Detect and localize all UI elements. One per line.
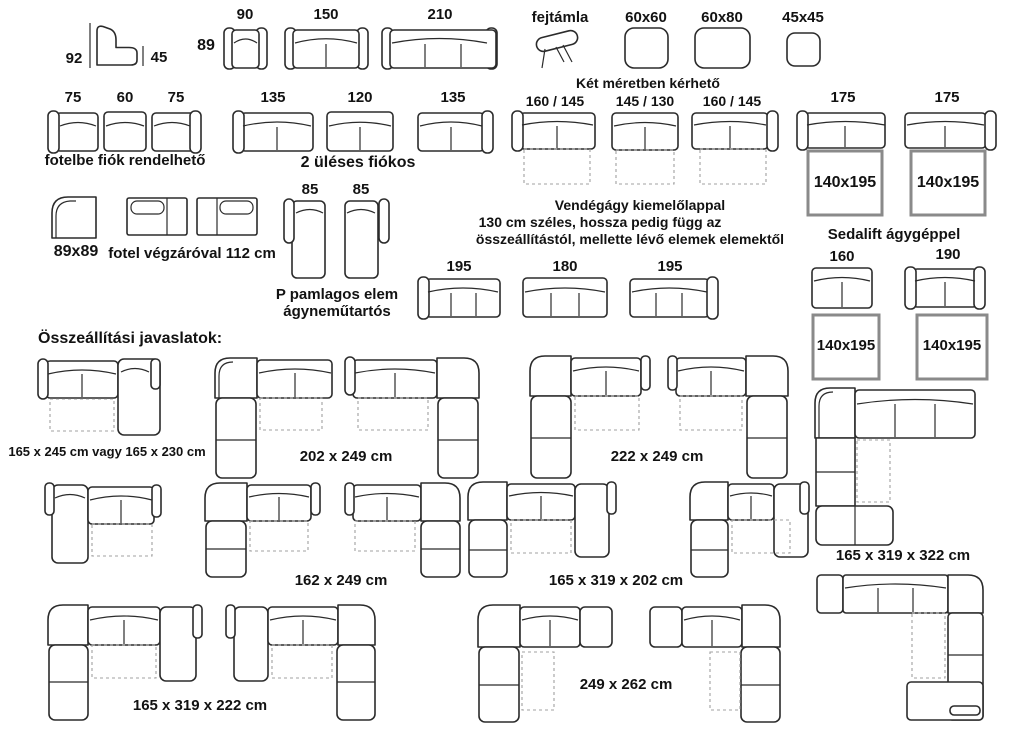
layout-a1-size: 165 x 245 cm vagy 165 x 230 cm	[8, 444, 206, 459]
chaise-caption-line2: ágyneműtartós	[283, 303, 391, 320]
armchair-75-right-drawing	[152, 111, 201, 153]
dim-two-seater-3: 135	[440, 89, 466, 106]
dim-sofa-bed-2: 145 / 130	[615, 93, 675, 109]
three-seater-195-left-drawing	[418, 277, 500, 319]
dim-three-seater-3: 195	[657, 258, 683, 275]
layout-c3-drawing	[478, 605, 612, 722]
corner-size-label: 89x89	[53, 243, 99, 260]
two-seater-120-drawing	[327, 112, 393, 151]
guest-bed-note-line2: 130 cm széles, hossza pedig függ az	[478, 214, 722, 230]
dim-armchair-2: 60	[116, 89, 134, 106]
chaise-85-right-drawing	[345, 199, 389, 278]
armchairs-caption: fotelbe fiók rendelhető	[44, 152, 206, 169]
mattress-size-label: 140x195	[922, 337, 982, 354]
armchair-60-drawing	[104, 112, 146, 151]
ottoman-60x80-label: 60x80	[701, 9, 743, 26]
profile-seat-height-label: 45	[150, 49, 168, 66]
layout-b5-drawing	[690, 482, 809, 577]
two-seater-135-right-drawing	[418, 111, 493, 153]
dim-chaise-2: 85	[352, 181, 370, 198]
dim-sofa-210: 210	[427, 6, 453, 23]
dim-sofa-bed-1: 160 / 145	[525, 93, 585, 109]
layout-b4-drawing	[468, 482, 616, 577]
layout-b1-drawing	[45, 483, 161, 563]
layout-b2-drawing	[205, 483, 320, 577]
dim-sofa-190: 190	[935, 246, 961, 263]
sedalift-caption: Sedalift ágygéppel	[827, 226, 961, 243]
three-seater-195-right-drawing	[630, 277, 718, 319]
end-closer-right-drawing	[197, 198, 257, 235]
dim-sedalift-1: 175	[830, 89, 856, 106]
sofa-bed-160-145-left-drawing	[512, 111, 595, 184]
mattress-size-label: 140x195	[813, 174, 877, 191]
dim-sofa-160: 160	[829, 248, 855, 265]
headrest-drawing	[535, 29, 579, 68]
dim-sofa-150: 150	[313, 6, 339, 23]
armchair-75-left-drawing	[48, 111, 98, 153]
sofa-depth-label: 89	[197, 37, 215, 54]
sedalift-175-right-drawing	[905, 111, 996, 215]
sofa-90-topview	[224, 28, 267, 69]
dim-two-seater-2: 120	[347, 89, 373, 106]
sofa-150-topview	[285, 28, 368, 69]
ottoman-60x60-label: 60x60	[625, 9, 667, 26]
dim-two-seater-1: 135	[260, 89, 286, 106]
mattress-size-label: 140x195	[916, 174, 980, 191]
dim-sedalift-2: 175	[934, 89, 960, 106]
two-sizes-note: Két méretben kérhető	[576, 75, 720, 91]
ottoman-60x80-drawing	[695, 28, 750, 68]
guest-bed-note-line3: összeállítástól, mellette lévő elemek elemektől	[475, 231, 785, 247]
chaise-85-left-drawing	[284, 199, 325, 278]
layout-a1-drawing	[38, 359, 160, 435]
suggestions-heading: Összeállítási javaslatok:	[38, 330, 223, 347]
sedalift-175-left-drawing	[797, 111, 885, 215]
sofa-bed-160-145-right-drawing	[692, 111, 778, 184]
dim-chaise-1: 85	[301, 181, 319, 198]
ottoman-45x45-label: 45x45	[782, 9, 824, 26]
layout-c2-size: 249 x 262 cm	[579, 676, 673, 693]
layout-r1-drawing	[815, 388, 975, 545]
dim-sofa-90: 90	[236, 6, 254, 23]
three-seater-180-drawing	[523, 278, 607, 317]
dim-armchair-1: 75	[64, 89, 82, 106]
corner-89x89-drawing	[52, 197, 96, 238]
dim-three-seater-1: 195	[446, 258, 472, 275]
ottoman-45x45-drawing	[787, 33, 820, 66]
layout-b3-drawing	[345, 483, 460, 577]
chaise-caption-line1: P pamlagos elem	[275, 286, 399, 303]
layout-a3-size: 222 x 249 cm	[610, 448, 704, 465]
layout-c1-size: 165 x 319 x 222 cm	[132, 697, 268, 714]
sofa-bed-145-130-drawing	[612, 113, 678, 184]
two-seater-135-left-drawing	[233, 111, 313, 153]
sofa-160-drawing	[812, 268, 879, 379]
guest-bed-note-line1: Vendégágy kiemelőlappal	[554, 197, 726, 213]
end-closer-left-drawing	[127, 198, 187, 235]
dim-sofa-bed-3: 160 / 145	[702, 93, 762, 109]
layout-b1-size: 162 x 249 cm	[294, 572, 388, 589]
layout-r2-drawing	[817, 575, 983, 720]
sofa-190-drawing	[905, 267, 987, 379]
dim-three-seater-2: 180	[552, 258, 578, 275]
layout-c4-drawing	[650, 605, 780, 722]
headrest-label: fejtámla	[531, 9, 589, 26]
layout-r1-size: 165 x 319 x 322 cm	[835, 547, 971, 564]
dim-armchair-3: 75	[167, 89, 185, 106]
ottoman-60x60-drawing	[625, 28, 668, 68]
layout-a2-size: 202 x 249 cm	[299, 448, 393, 465]
two-seaters-caption: 2 üléses fiókos	[300, 154, 416, 171]
sofa-side-profile-drawing	[90, 23, 143, 68]
sofa-210-topview	[382, 28, 497, 69]
profile-height-label: 92	[65, 50, 83, 67]
end-closer-caption: fotel végzáróval 112 cm	[108, 245, 276, 262]
mattress-size-label: 140x195	[816, 337, 876, 354]
layout-b2-size: 165 x 319 x 202 cm	[548, 572, 684, 589]
